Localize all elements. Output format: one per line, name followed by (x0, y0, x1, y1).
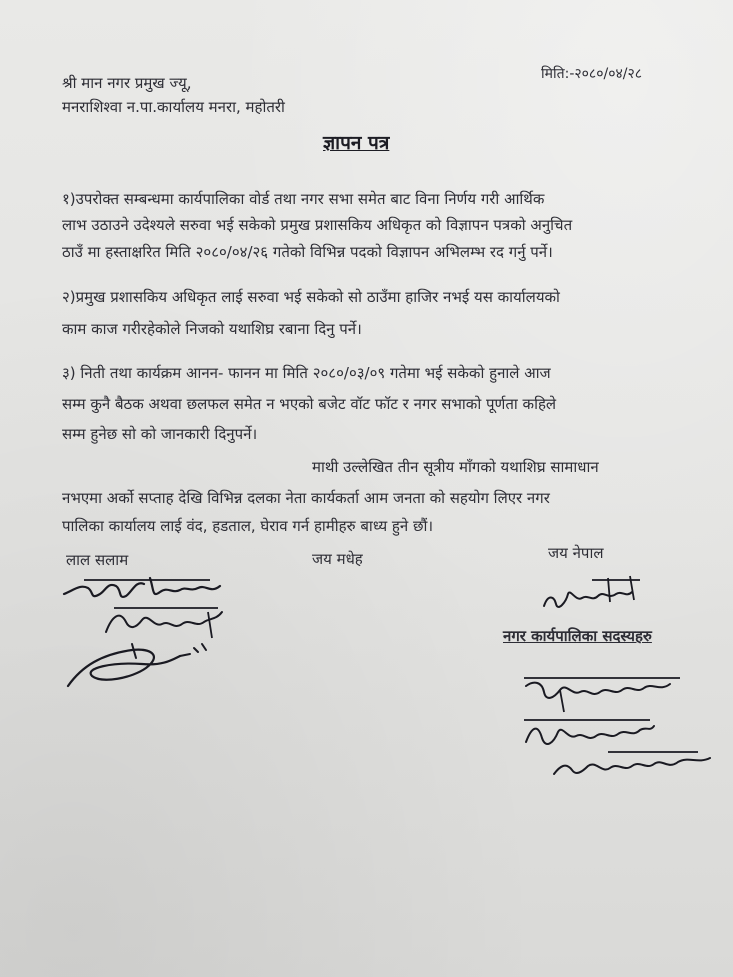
signature-right-2 (520, 672, 690, 716)
paragraph-3-line-2: सम्म कुनै बैठक अथवा छलफल समेत न भएको बजेट वॉट फॉट र नगर सभाको पूर्णता कहिले (62, 395, 557, 413)
signature-right-1 (538, 572, 648, 616)
signature-left-3 (62, 636, 212, 696)
paragraph-3-line-3: सम्म हुनेछ सो को जानकारी दिनुपर्ने। (62, 425, 258, 443)
signatories-label: नगर कार्यपालिका सदस्यहरु (503, 627, 652, 645)
paragraph-4-line-3: पालिका कार्यालय लाई वंद, हडताल, घेराव गर्न हामीहरु बाध्य हुने छौं। (62, 517, 434, 535)
closing-center: जय मधेह (312, 550, 363, 568)
closing-left: लाल सलाम (66, 551, 129, 569)
paragraph-2-line-2: काम काज गरीरहेकोले निजको यथाशिघ्र रबाना दिनु पर्ने। (62, 320, 362, 338)
paragraph-3-line-1: ३) निती तथा कार्यक्रम आनन- फानन मा मिति २०८०/०३/०९ गतेमा भई सकेको हुनाले आज (62, 364, 551, 382)
document-title: ज्ञापन पत्र (323, 132, 390, 154)
paragraph-4-line-1: माथी उल्लेखित तीन सूत्रीय माँगको यथाशिघ्र सामाधान (312, 458, 599, 476)
addressee-line-1: श्री मान नगर प्रमुख ज्यू, (62, 74, 192, 92)
paragraph-1-line-3: ठाउँ मा हस्ताक्षरित मिति २०८०/०४/२६ गतेको विभिन्न पदको विज्ञापन अभिलम्भ रद गर्नु पर्ने। (62, 243, 553, 261)
signature-right-4 (548, 748, 718, 784)
paragraph-2-line-1: २)प्रमुख प्रशासकिय अधिकृत लाई सरुवा भई सकेको सो ठाउँमा हाजिर नभई यस कार्यालयको (62, 288, 560, 306)
document-date: मिति:-२०८०/०४/२८ (541, 66, 643, 82)
paragraph-1-line-2: लाभ उठाउने उदेश्यले सरुवा भई सकेको प्रमुख प्रशासकिय अधिकृत को विज्ञापन पत्रको अनुचित (62, 216, 573, 234)
addressee-line-2: मनराशिश्वा न.पा.कार्यालय मनरा, महोतरी (62, 98, 285, 116)
paragraph-4-line-2: नभएमा अर्को सप्ताह देखि विभिन्न दलका नेता कार्यकर्ता आम जनता को सहयोग लिएर नगर (62, 489, 550, 507)
paragraph-1-line-1: १)उपरोक्त सम्बन्धमा कार्यपालिका वोर्ड तथा नगर सभा समेत बाट विना निर्णय गरी आर्थिक (62, 190, 545, 208)
closing-right: जय नेपाल (548, 544, 604, 562)
